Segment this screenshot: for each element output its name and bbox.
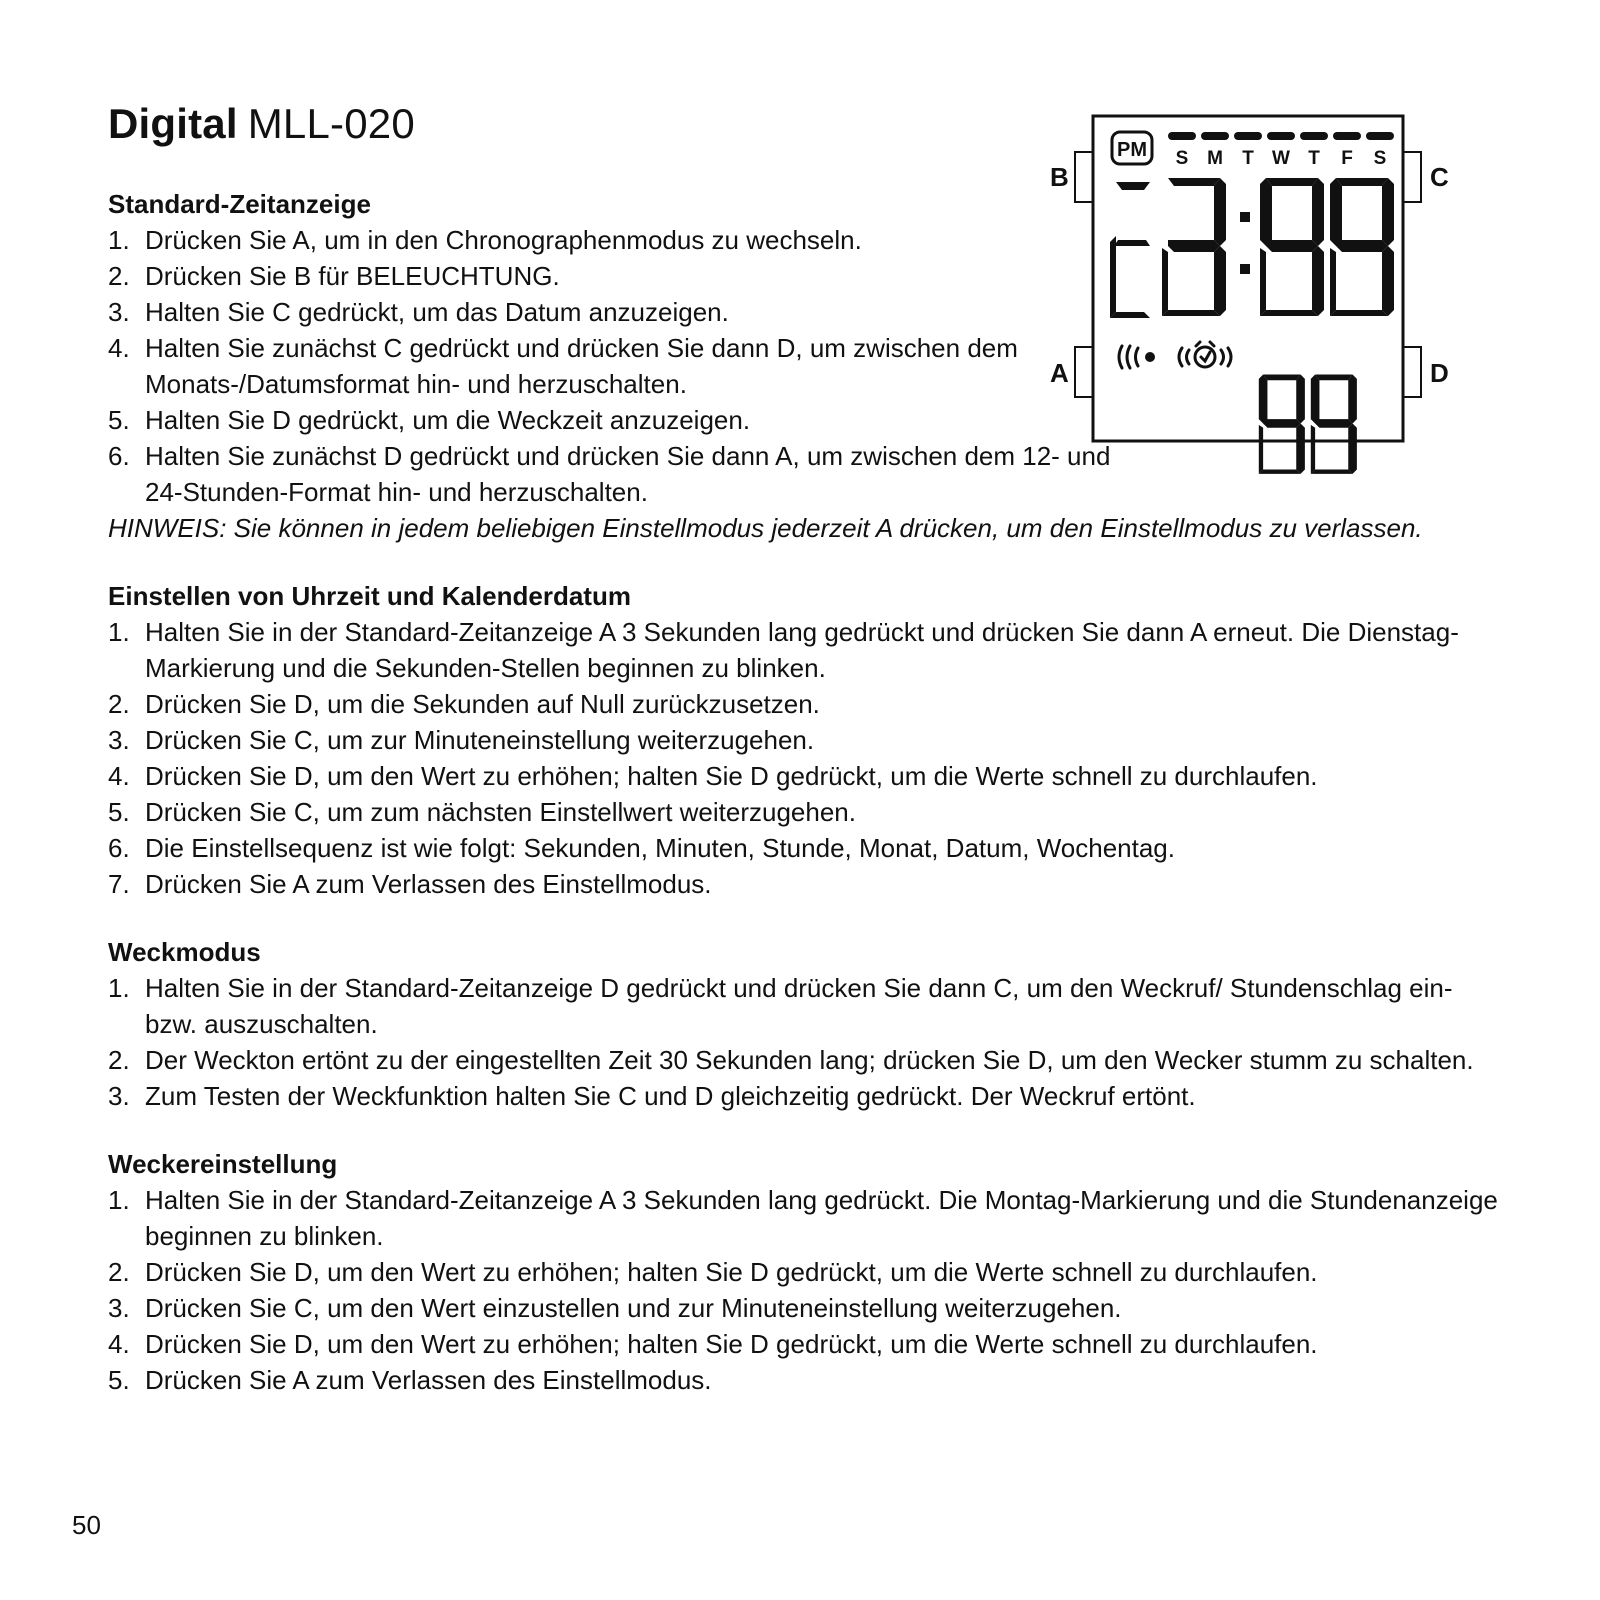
item-number: 5. [108, 1365, 130, 1395]
item-number: 3. [108, 297, 130, 327]
section-alarm-setting [108, 1146, 1508, 1398]
item-text: Halten Sie in der Standard-Zeitanzeige A 3 Sekunden lang gedrückt. Die Montag-Markierung und die Stundenanzeige beginnen zu blinken. [145, 1185, 1498, 1251]
section-heading: Einstellen von Uhrzeit und Kalenderdatum [108, 581, 631, 611]
item-number: 4. [108, 333, 130, 363]
item-number: 5. [108, 797, 130, 827]
section-alarm-mode [108, 934, 1508, 1114]
item-number: 4. [108, 1329, 130, 1359]
list-item [108, 438, 1145, 510]
item-text: Drücken Sie C, um zur Minuteneinstellung weiterzugehen. [145, 725, 815, 755]
section-time-date-setting [108, 578, 1508, 902]
list-item [108, 294, 1025, 330]
instruction-list [108, 1182, 1508, 1398]
item-text: Drücken Sie D, um den Wert zu erhöhen; halten Sie D gedrückt, um die Werte schnell zu durchlaufen. [145, 1329, 1318, 1359]
weekday-label-wed: W [1272, 148, 1290, 169]
item-text: Halten Sie zunächst C gedrückt und drücken Sie dann D, um zwischen dem Monats-/Datumsformat hin- und herzuschalten. [145, 333, 1018, 399]
item-number: 2. [108, 1045, 130, 1075]
weekday-label-sun: S [1175, 148, 1189, 169]
weekday-label-tue: T [1242, 148, 1254, 169]
item-text: Halten Sie C gedrückt, um das Datum anzuzeigen. [145, 297, 729, 327]
list-item [108, 258, 1025, 294]
weekday-label-mon: M [1207, 148, 1223, 169]
item-text: Die Einstellsequenz ist wie folgt: Sekunden, Minuten, Stunde, Monat, Datum, Wochentag. [145, 833, 1175, 863]
list-item [108, 222, 1025, 258]
title-brand: Digital [108, 100, 238, 147]
instruction-list [108, 970, 1508, 1114]
item-text: Zum Testen der Weckfunktion halten Sie C und D gleichzeitig gedrückt. Der Weckruf ertönt. [145, 1081, 1196, 1111]
item-text: Drücken Sie D, um den Wert zu erhöhen; halten Sie D gedrückt, um die Werte schnell zu durchlaufen. [145, 761, 1318, 791]
item-number: 3. [108, 1293, 130, 1323]
item-text: Halten Sie D gedrückt, um die Weckzeit anzuzeigen. [145, 405, 751, 435]
item-number: 1. [108, 225, 130, 255]
list-item [108, 866, 1508, 902]
item-number: 4. [108, 761, 130, 791]
item-text: Halten Sie zunächst D gedrückt und drücken Sie dann A, um zwischen dem 12- und 24-Stunden-Format hin- und herzuschalten. [145, 441, 1111, 507]
page-number: 50 [72, 1510, 101, 1540]
weekday-label-fri: F [1341, 148, 1353, 169]
list-item [108, 970, 1508, 1042]
list-item [108, 1182, 1508, 1254]
manual-content [108, 186, 1508, 1430]
list-item [108, 1254, 1508, 1290]
list-item [108, 830, 1508, 866]
item-number: 3. [108, 725, 130, 755]
weekday-bars [1168, 132, 1394, 140]
list-item [108, 1290, 1508, 1326]
list-item [108, 722, 1508, 758]
item-text: Der Weckton ertönt zu der eingestellten Zeit 30 Sekunden lang; drücken Sie D, um den Wecker stumm zu schalten. [145, 1045, 1474, 1075]
item-text: Drücken Sie C, um den Wert einzustellen und zur Minuteneinstellung weiterzugehen. [145, 1293, 1122, 1323]
item-text: Drücken Sie B für BELEUCHTUNG. [145, 261, 560, 291]
instruction-list [108, 614, 1508, 902]
note-text: HINWEIS: Sie können in jedem beliebigen Einstellmodus jederzeit A drücken, um den Einstellmodus zu verlassen. [108, 513, 1423, 543]
item-number: 6. [108, 441, 130, 471]
item-text: Drücken Sie D, um den Wert zu erhöhen; halten Sie D gedrückt, um die Werte schnell zu durchlaufen. [145, 1257, 1318, 1287]
title-model: MLL-020 [247, 100, 415, 147]
item-number: 1. [108, 1185, 130, 1215]
item-number: 5. [108, 405, 130, 435]
section-standard-time [108, 186, 1468, 546]
item-number: 6. [108, 833, 130, 863]
item-number: 7. [108, 869, 130, 899]
list-item [108, 1078, 1508, 1114]
button-label-c: C [1430, 162, 1449, 192]
item-text: Halten Sie in der Standard-Zeitanzeige A 3 Sekunden lang gedrückt und drücken Sie dann A erneut. Die Dienstag-Markierung und die Sekunden-Stellen beginnen zu blinken. [145, 617, 1459, 683]
item-number: 2. [108, 1257, 130, 1287]
list-item [108, 1362, 1508, 1398]
item-number: 2. [108, 261, 130, 291]
item-text: Drücken Sie D, um die Sekunden auf Null zurückzusetzen. [145, 689, 820, 719]
item-number: 3. [108, 1081, 130, 1111]
button-label-b: B [1050, 162, 1069, 192]
section-heading: Standard-Zeitanzeige [108, 189, 371, 219]
pm-label: PM [1117, 139, 1147, 161]
button-label-a: A [1050, 358, 1069, 388]
item-number: 1. [108, 973, 130, 1003]
list-item [108, 614, 1508, 686]
item-text: Drücken Sie A zum Verlassen des Einstellmodus. [145, 1365, 712, 1395]
page-title [108, 100, 415, 148]
list-item [108, 402, 1025, 438]
list-item [108, 794, 1508, 830]
button-label-d: D [1430, 358, 1449, 388]
list-item [108, 758, 1508, 794]
section-heading: Weckereinstellung [108, 1149, 338, 1179]
item-number: 1. [108, 617, 130, 647]
list-item [108, 686, 1508, 722]
section-heading: Weckmodus [108, 937, 261, 967]
item-text: Drücken Sie C, um zum nächsten Einstellwert weiterzugehen. [145, 797, 856, 827]
weekday-label-thu: T [1308, 148, 1320, 169]
weekday-label-sat: S [1373, 148, 1387, 169]
item-text: Halten Sie in der Standard-Zeitanzeige D gedrückt und drücken Sie dann C, um den Weckruf/ Stundenschlag ein- bzw. auszuschalten. [145, 973, 1453, 1039]
list-item [108, 1042, 1508, 1078]
item-text: Drücken Sie A, um in den Chronographenmodus zu wechseln. [145, 225, 862, 255]
item-text: Drücken Sie A zum Verlassen des Einstellmodus. [145, 869, 712, 899]
list-item [108, 330, 1025, 402]
item-number: 2. [108, 689, 130, 719]
instruction-list [108, 222, 1468, 510]
list-item [108, 1326, 1508, 1362]
